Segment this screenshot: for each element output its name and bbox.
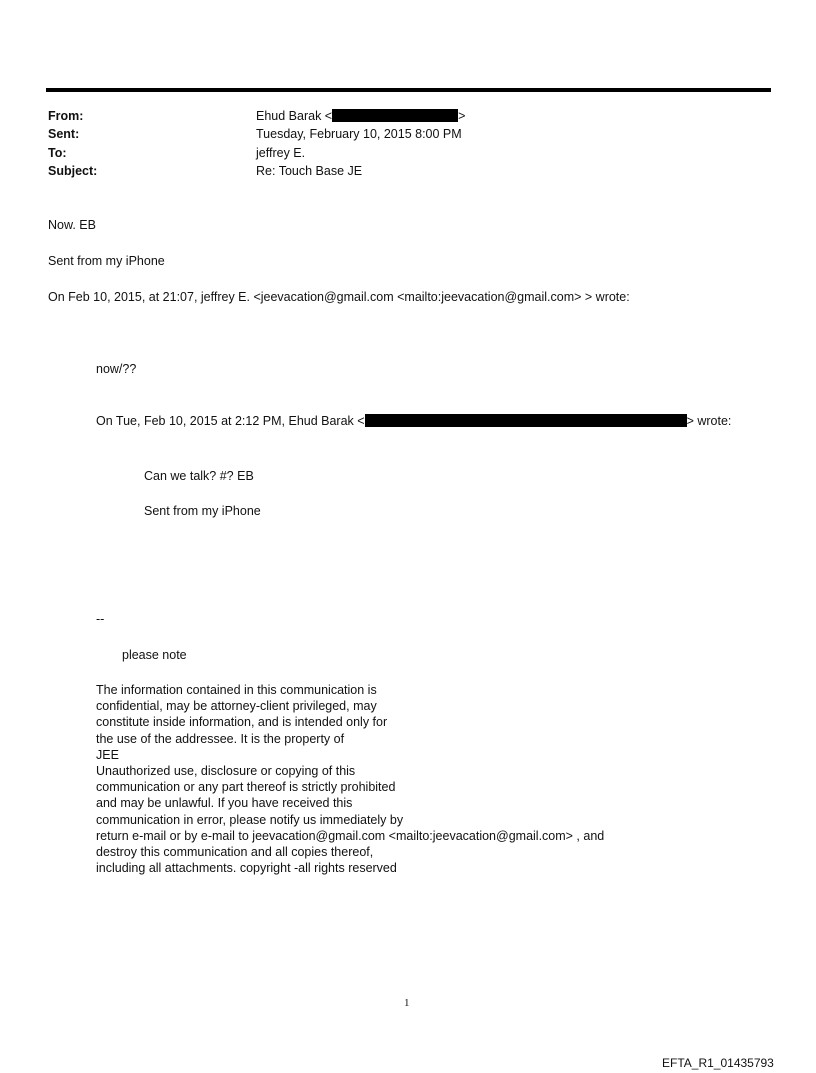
inner-line-2: Sent from my iPhone	[144, 504, 261, 518]
from-value	[256, 108, 465, 124]
redaction-box	[332, 109, 458, 122]
document-id: EFTA_R1_01435793	[662, 1056, 774, 1070]
disclaimer-line: return e-mail or by e-mail to jeevacation@gmail.com <mailto:jeevacation@gmail.com> , and	[96, 828, 605, 843]
body-line-1: Now. EB	[48, 218, 96, 232]
from-name: Ehud Barak <	[256, 109, 333, 123]
quote-intro-2	[96, 413, 731, 429]
to-value: jeffrey E.	[256, 146, 306, 160]
from-close: >	[458, 109, 466, 123]
quote2-prefix: On Tue, Feb 10, 2015 at 2:12 PM, Ehud Barak <	[96, 414, 365, 428]
disclaimer-line: confidential, may be attorney-client privileged, may	[96, 699, 377, 714]
sent-label: Sent:	[48, 127, 80, 141]
disclaimer	[96, 682, 604, 876]
disclaimer-line: communication or any part thereof is strictly prohibited	[96, 780, 396, 795]
redaction-box	[365, 414, 687, 427]
signature-dashes: --	[96, 612, 105, 626]
disclaimer-line: communication in error, please notify us immediately by	[96, 812, 404, 827]
body-line-2: Sent from my iPhone	[48, 254, 165, 268]
inner-line-1: Can we talk? #? EB	[144, 469, 254, 483]
header-rule	[46, 88, 771, 92]
disclaimer-line: the use of the addressee. It is the property of	[96, 731, 345, 746]
to-label: To:	[48, 146, 67, 160]
reply-line: now/??	[96, 362, 137, 376]
quote2-suffix: > wrote:	[686, 414, 732, 428]
disclaimer-line: constitute inside information, and is intended only for	[96, 715, 388, 730]
disclaimer-line: destroy this communication and all copies thereof,	[96, 845, 374, 860]
sent-value: Tuesday, February 10, 2015 8:00 PM	[256, 127, 462, 141]
disclaimer-line: and may be unlawful. If you have received this	[96, 796, 353, 811]
page-number: 1	[404, 997, 410, 1009]
subject-value: Re: Touch Base JE	[256, 164, 363, 178]
please-note: please note	[122, 648, 187, 662]
disclaimer-line: The information contained in this communication is	[96, 683, 377, 697]
disclaimer-line: including all attachments. copyright -all rights reserved	[96, 861, 397, 876]
disclaimer-line: JEE	[96, 747, 119, 762]
quote-intro: On Feb 10, 2015, at 21:07, jeffrey E. <jeevacation@gmail.com <mailto:jeevacation@gmail.com> > wrote:	[48, 290, 630, 304]
disclaimer-line: Unauthorized use, disclosure or copying of this	[96, 764, 356, 779]
subject-label: Subject:	[48, 164, 98, 178]
from-label: From:	[48, 109, 84, 123]
